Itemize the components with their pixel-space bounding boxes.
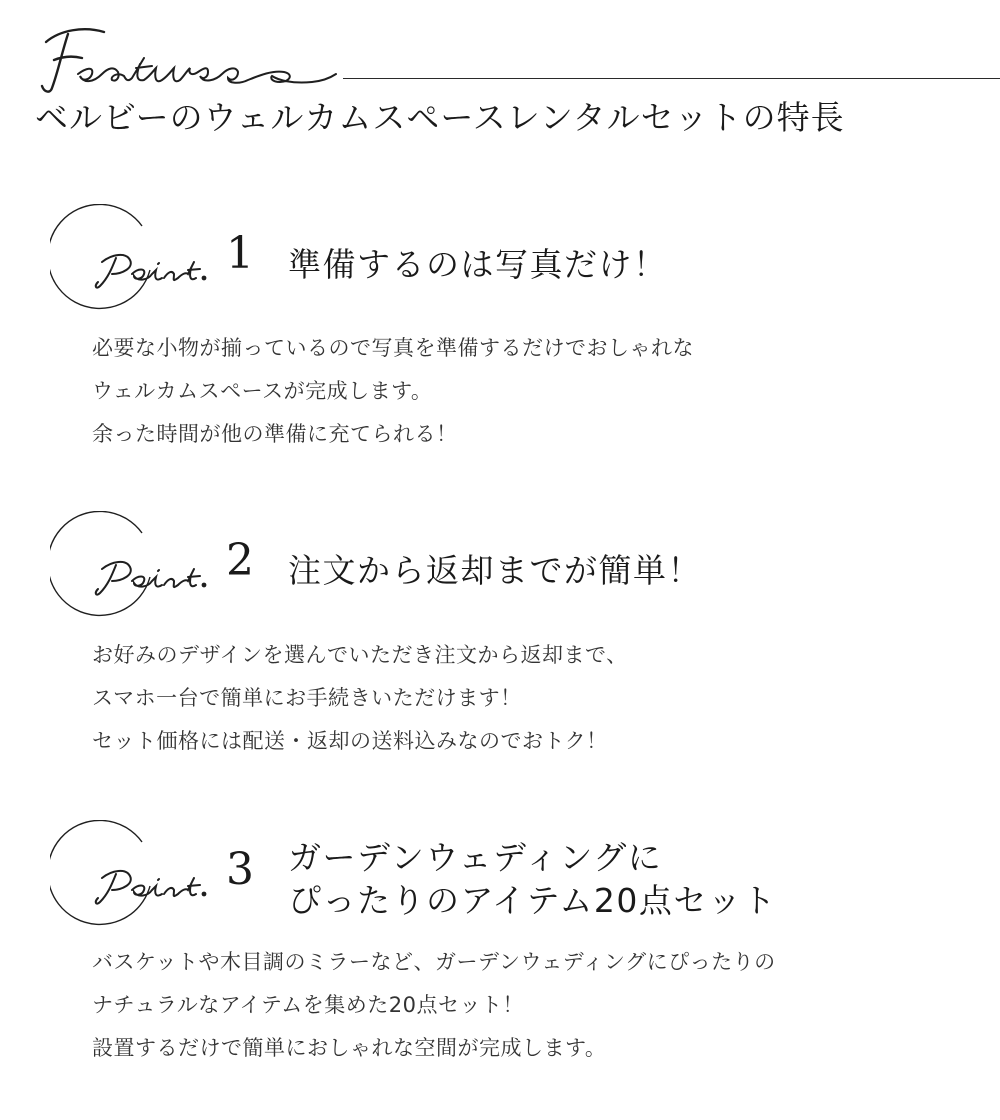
point-1-title [288,243,668,286]
point-body-line: ナチュラルなアイテムを集めた20点セット！ [92,993,525,1017]
point-3-body [92,941,776,1070]
header-divider [343,78,1000,79]
point-number: 3 [226,844,254,895]
point-body-line: お好みのデザインを選んでいただき注文から返却まで、 [92,643,628,667]
point-1-badge [46,204,266,322]
point-title-line: ガーデンウェディングに [288,838,663,877]
point-body-line: セット価格には配送・返却の送料込みなのでおトク！ [92,729,608,753]
point-2-badge [46,511,266,629]
point-script-label [92,234,222,294]
point-2-body [92,634,628,763]
point-body-line: 必要な小物が揃っているので写真を準備するだけでおしゃれな [92,336,694,360]
point-script-label [92,541,222,601]
point-title-line: 注文から返却までが簡単！ [288,551,702,590]
point-1-body [92,327,694,456]
point-2-title [288,549,702,592]
point-body-line: 設置するだけで簡単におしゃれな空間が完成します。 [92,1036,607,1060]
point-3-title [288,836,777,922]
point-3-badge [46,820,266,938]
point-body-line: スマホ一台で簡単にお手続きいただけます！ [92,686,522,710]
features-script-heading [22,22,342,102]
point-body-line: バスケットや木目調のミラーなど、ガーデンウェディングにぴったりの [92,950,776,974]
point-number: 2 [226,535,254,586]
point-body-line: ウェルカムスペースが完成します。 [92,379,433,403]
point-body-line: 余った時間が他の準備に充てられる！ [92,422,458,446]
point-title-line: 準備するのは写真だけ！ [288,245,668,284]
point-number: 1 [226,228,254,279]
point-script-label [92,850,222,910]
page-subtitle: ベルビーのウェルカムスペースレンタルセットの特長 [35,98,845,137]
point-title-line: ぴったりのアイテム20点セット [288,881,777,920]
